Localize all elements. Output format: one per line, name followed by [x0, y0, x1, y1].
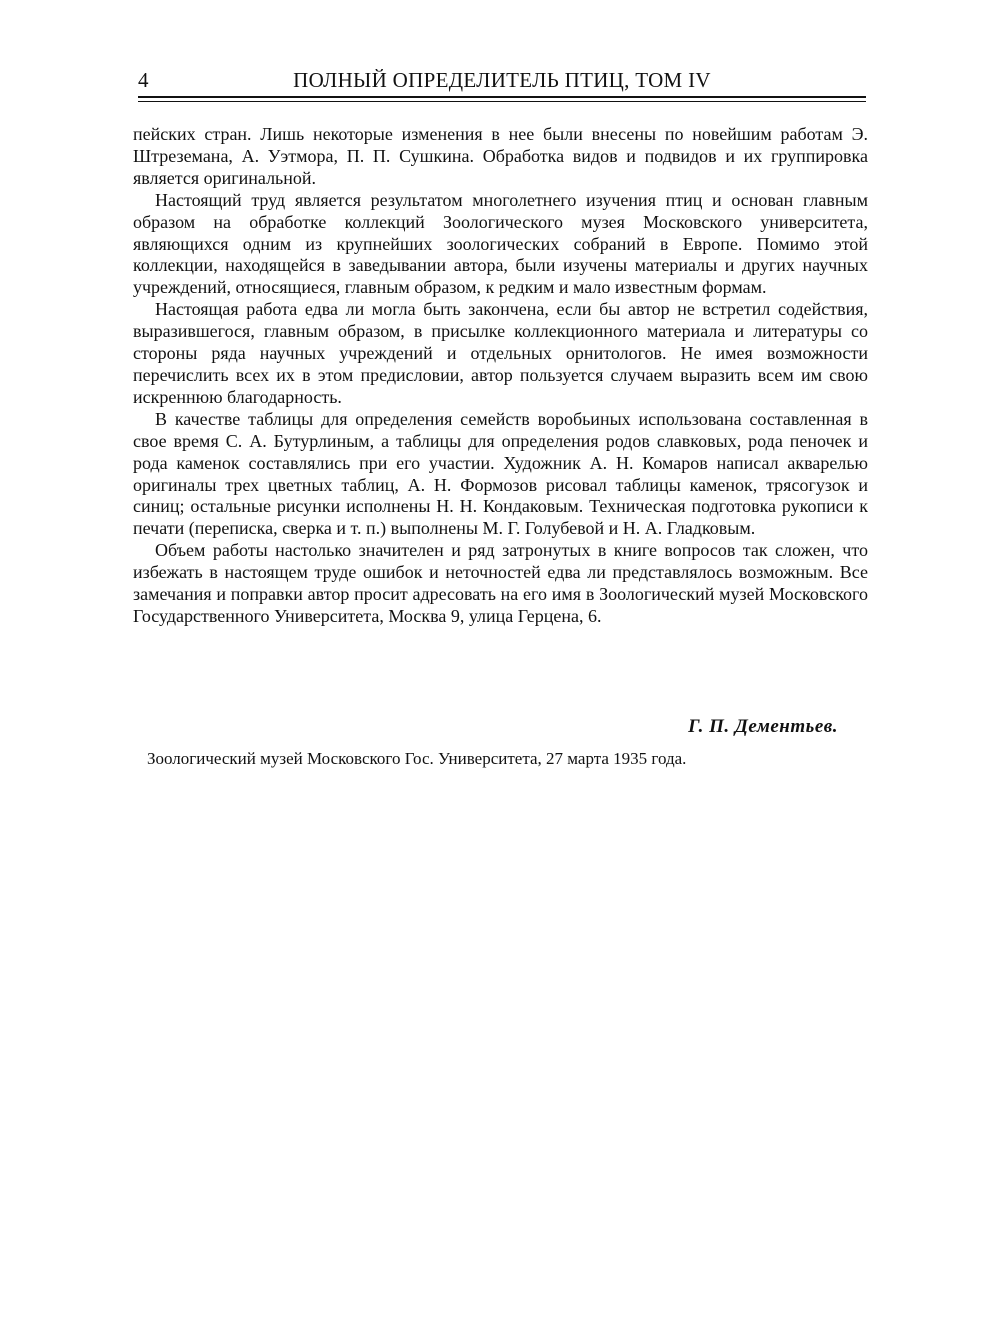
running-title: ПОЛНЫЙ ОПРЕДЕЛИТЕЛЬ ПТИЦ, ТОМ IV: [293, 68, 711, 92]
place-date-line: Зоологический музей Московского Гос. Университета, 27 марта 1935 года.: [147, 749, 687, 768]
paragraph-acknowledgements: Настоящая работа едва ли могла быть закончена, если бы автор не встретил содействия, выразившегося, главным образом, в присылке коллекционного материала и литературы со стороны ряда научных учреждений и отдельных орнитологов. Не имея возможности перечислить всех их в этом предисловии, автор пользуется случаем выразить всем им свою искреннюю благодарность.: [133, 299, 868, 407]
paragraph-collections: Настоящий труд является результатом многолетнего изучения птиц и основан главным образом на обработке коллекций Зоологического музея Московского университета, являющихся одним из крупнейших зоологических собраний в Европе. Помимо этой коллекции, находящейся в заведывании автора, были изучены материалы и других научных учреждений, относящиеся, главным образом, к редким и мало известным формам.: [133, 189, 868, 298]
author-signature: Г. П. Дементьев.: [688, 716, 838, 737]
header-rule: [138, 96, 866, 98]
body-text: [133, 124, 868, 628]
page-number: 4: [138, 68, 149, 92]
page-header: [138, 66, 866, 96]
header-rule-thin: [138, 101, 866, 102]
paragraph-contributors: В качестве таблицы для определения семейств воробьиных использована составленная в свое время С. А. Бутурлиным, а таблицы для определения родов славковых, рода пеночек и рода каменок составлялись при его участии. Художник А. Н. Комаров написал акварелью оригиналы трех цветных таблиц, А. Н. Формозов рисовал таблицы каменок, трясогузок и синиц; остальные рисунки исполнены Н. Н. Кондаковым. Техническая подготовка рукописи к печати (переписка, сверка и т. п.) выполнены М. Г. Голубевой и Н. А. Гладковым.: [133, 408, 868, 539]
paragraph-continuation: пейских стран. Лишь некоторые изменения в нее были внесены по новейшим работам Э. Штреземана, А. Уэтмора, П. П. Сушкина. Обработка видов и подвидов и их группировка является оригинальной.: [133, 124, 868, 188]
paragraph-corrections: Объем работы настолько значителен и ряд затронутых в книге вопросов так сложен, что избежать в настоящем труде ошибок и неточностей едва ли представлялось возможным. Все замечания и поправки автор просит адресовать на его имя в Зоологический музей Московского Государственного Университета, Москва 9, улица Герцена, 6.: [133, 540, 868, 626]
